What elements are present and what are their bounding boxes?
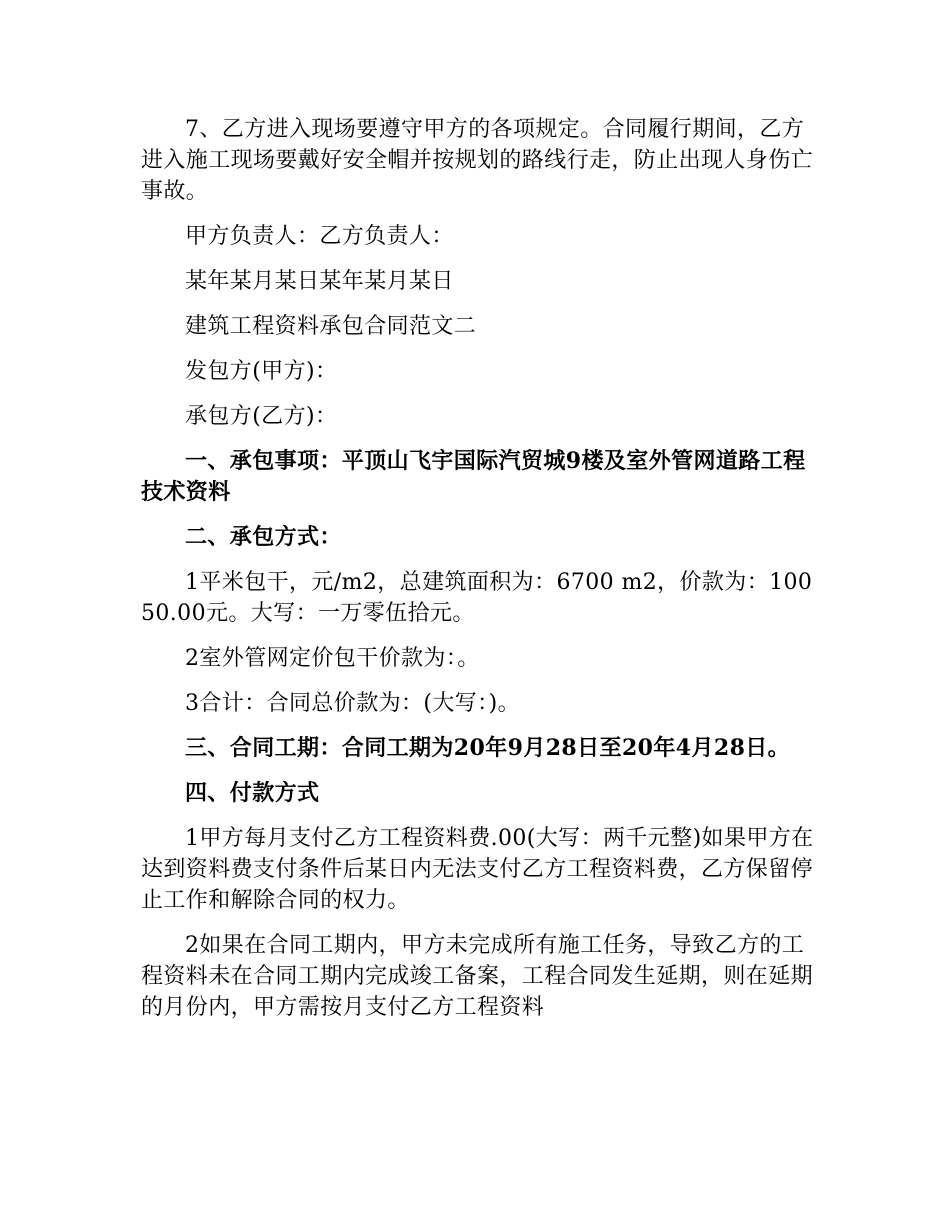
heading-payment-method: 四、付款方式 <box>185 780 320 806</box>
paragraph-party-a: 发包方(甲方)： <box>185 359 338 384</box>
heading-contract-items: 一、承包事项：平顶山飞宇国际汽贸城9楼及室外管网道路工程技术资料 <box>141 448 806 505</box>
paragraph-price-per-square-meter: 1平米包干，元/m2，总建筑面积为：6700 m2，价款为：10050.00元。大写：一万零伍拾元。 <box>141 570 813 626</box>
heading-contract-method: 二、承包方式： <box>185 524 342 550</box>
heading-contract-period: 三、合同工期：合同工期为20年9月28日至20年4月28日。 <box>185 735 791 761</box>
paragraph-contract-title-two: 建筑工程资料承包合同范文二 <box>185 314 477 339</box>
paragraph-clause-7-site-rules: 7、乙方进入现场要遵守甲方的各项规定。合同履行期间，乙方进入施工现场要戴好安全帽并按规划的路线行走，防止出现人身伤亡事故。 <box>141 117 814 204</box>
document-page <box>141 114 816 1037</box>
paragraph-extension-payment: 2如果在合同工期内，甲方未完成所有施工任务，导致乙方的工程资料未在合同工期内完成竣工备案，工程合同发生延期，则在延期的月份内，甲方需按月支付乙方工程资料 <box>141 933 814 1020</box>
paragraph-monthly-payment: 1甲方每月支付乙方工程资料费.00(大写：两千元整)如果甲方在达到资料费支付条件后某日内无法支付乙方工程资料费，乙方保留停止工作和解除合同的权力。 <box>141 826 814 913</box>
paragraph-party-b: 承包方(乙方)： <box>185 404 338 429</box>
paragraph-signature-dates: 某年某月某日某年某月某日 <box>185 269 454 294</box>
paragraph-responsible-persons: 甲方负责人：乙方负责人： <box>185 224 454 249</box>
paragraph-outdoor-pipe-price: 2室外管网定价包干价款为：。 <box>185 646 480 671</box>
paragraph-total-price: 3合计：合同总价款为：(大写：)。 <box>185 691 520 716</box>
